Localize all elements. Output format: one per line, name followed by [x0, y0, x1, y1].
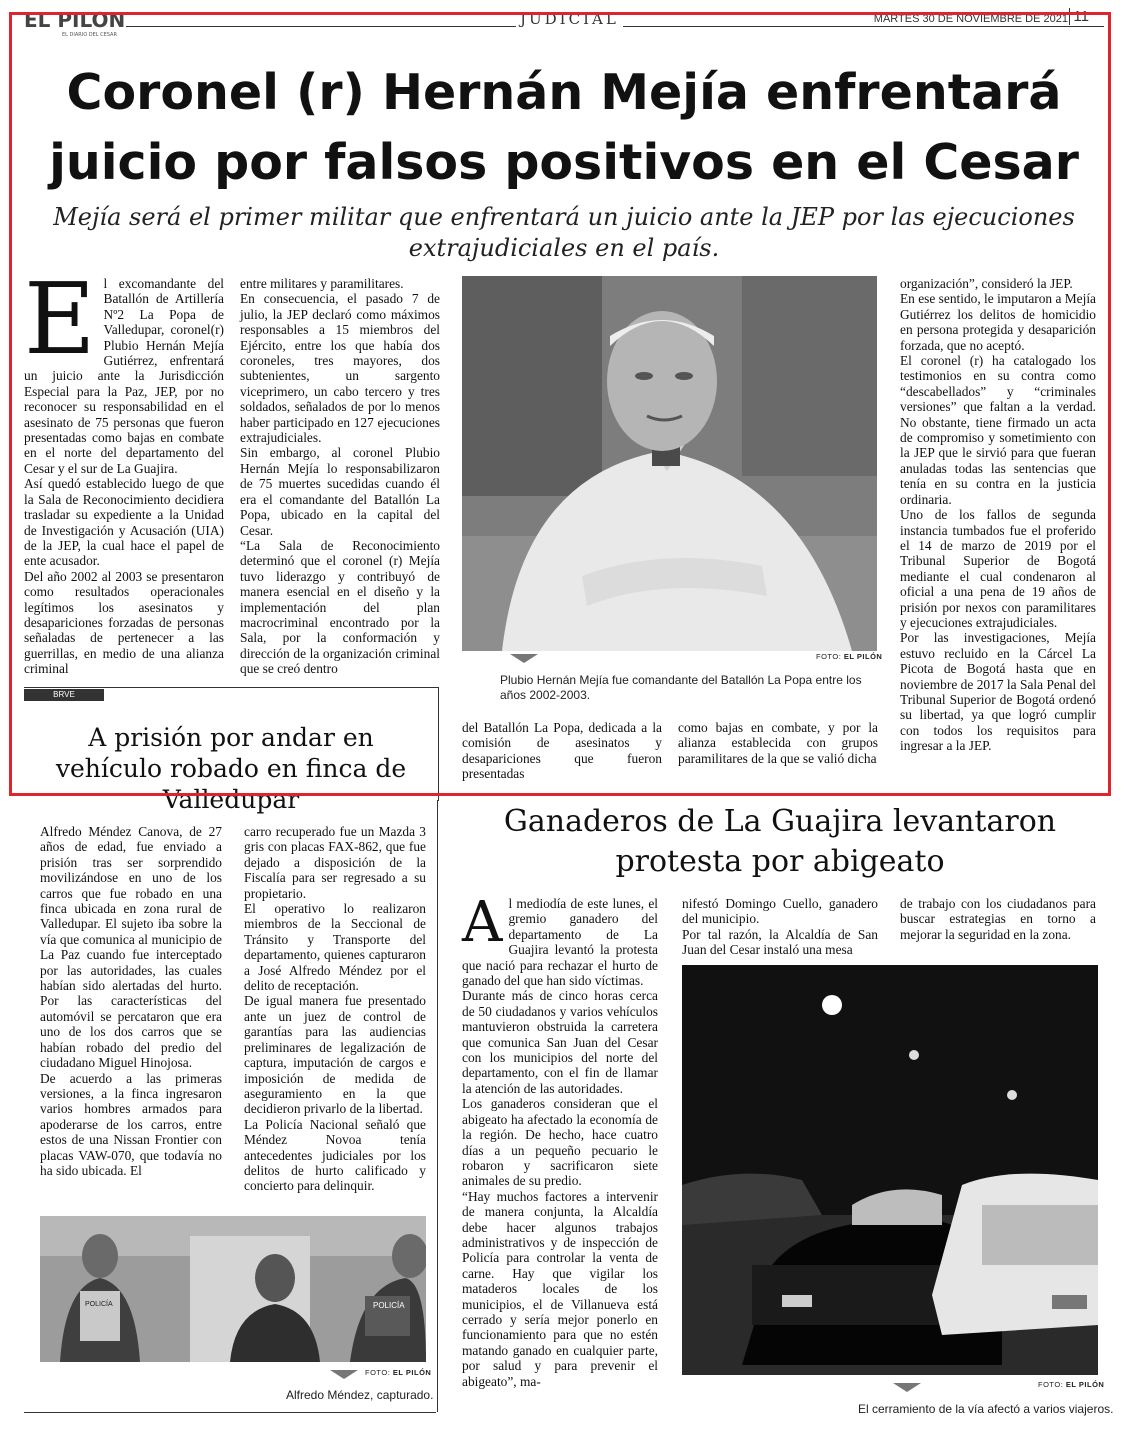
main-col5-p2: En ese sentido, le imputaron a Mejía Gutiérrez los delitos de homicidio en persona protegida y desaparición forzada, que no aceptó. [900, 291, 1096, 353]
breve-col2-p1: carro recuperado fue un Mazda 3 gris con placas FAX-862, que fue dejado a disposición de la Fiscalía para ser regresado a su propietario. [244, 824, 426, 901]
breve-headline-line3: Valledupar [162, 785, 300, 814]
main-subhead-line2: extrajudiciales en el país. [408, 234, 720, 262]
main-col2-p2: En consecuencia, el pasado 7 de julio, la JEP declaró como máximos responsables a 15 miembros del Ejército, entre los que había dos coroneles, tres mayores, dos subtenientes, un sargento viceprimero, un cabo tercero y tres soldados, señalados de por lo menos haber participado en 127 ejecuciones extrajudiciales. [240, 291, 440, 446]
dateline: MARTES 30 DE NOVIEMBRE DE 2021 [870, 13, 1068, 25]
breve-col1-p2: De acuerdo a las primeras versiones, a la finca ingresaron varios hombres armados para apoderarse de los carros, entre estos de una Nissan Frontier con placas VAW-070, que todavía no ha sido ubicada. El [40, 1070, 222, 1178]
masthead-logo: EL PILON [24, 8, 126, 32]
breve-col2-p4: La Policía Nacional señaló que Méndez Novoa tenía antecedentes judiciales por los delitos de hurto calificado y concierto para delinquir. [244, 1116, 426, 1194]
ganaderos-col-3 [900, 896, 1096, 942]
ganaderos-col1-p4: “Hay muchos factores a intervenir de manera conjunta, la Alcaldía debe hacer algunos trabajos administrativos y de inspección de Policía para controlar la venta de carne. Hay que vigilar los mataderos locales de los municipios, el de Villanueva está cerrado y sería mejor ponerlo en funcionamiento para que no estén matando ganado en cualquier parte, por salud y para prevenir el abigeato”, ma- [462, 1188, 658, 1389]
main-photo-caption: Plubio Hernán Mejía fue comandante del Batallón La Popa entre los años 2002-2003. [500, 673, 862, 702]
main-col5-p3: El coronel (r) ha catalogado los testimonios en su contra como “descabellados” y “criminales versiones” que faltan a la verdad. No obstante, tiene firmado un acta de compromiso y sometimiento con la JEP que le sirvió para que fueran anuladas todas las sentencias que tenía en su contra en la justicia ordinaria. [900, 353, 1096, 507]
breve-photo-text-right: POLICÍA [373, 1301, 405, 1310]
breve-col2-p2: El operativo lo realizaron miembros de la Seccional de Tránsito y Transporte del departamento, quienes capturaron a José Alfredo Méndez por el delito de receptación. [244, 901, 426, 994]
ganaderos-photo-caption: El cerramiento de la vía afectó a varios viajeros. [858, 1402, 1114, 1416]
breve-photo-text-left: POLICÍA [85, 1301, 113, 1308]
breve-caption-pointer-icon [330, 1370, 358, 1379]
ganaderos-col1-p3: Los ganaderos consideran que el abigeato ha afectado la economía de la región. De hecho, hace cuatro días a un pequeño pecuario le robaron y sacrificaron siete animales de su predio. [462, 1096, 658, 1189]
ganaderos-caption-pointer-icon [893, 1383, 921, 1392]
ganaderos-col2-p2: Por tal razón, la Alcaldía de San Juan del Cesar instaló una mesa [682, 926, 878, 958]
masthead-subtitle: EL DIARIO DEL CESAR [62, 32, 117, 38]
breve-credit-name: EL PILÓN [392, 1368, 432, 1377]
breve-col2-p3: De igual manera fue presentado ante un juez de control de garantías para las audiencias preliminares de legalización de captura, imputación de cargos e imposición de medida de aseguramiento en la que decidieron privarlo de la libertad. [244, 993, 426, 1117]
ganaderos-col-2 [682, 896, 878, 958]
section-label: JUDICIAL [516, 10, 623, 28]
main-col1-p3: Del año 2002 al 2003 se presentaron como resultados operacionales legítimos los asesinatos y desapariciones forzadas de personas señaladas de pertenecer a las guerrillas, en medio de una alianza criminal [24, 568, 224, 677]
ganaderos-headline-line1: Ganaderos de La Guajira levantaron [503, 804, 1057, 839]
breve-headline-line2: vehículo robado en finca de [55, 754, 407, 783]
ganaderos-col-1 [462, 890, 658, 1389]
main-col1-p2: Así quedó establecido luego de que la Sala de Reconocimiento decidiera trasladar su expediente a la Unidad de Investigación y Acusación (UIA) de la JEP, la cual hace el papel de ente acusador. [24, 476, 224, 569]
ganaderos-photo-credit [1038, 1380, 1104, 1389]
main-headline-line2: juicio por falsos positivos en el Cesar [49, 134, 1079, 191]
credit-name: EL PILÓN [843, 652, 883, 661]
breve-photo-credit [365, 1368, 431, 1377]
ganaderos-col1-p2: Durante más de cinco horas cerca de 50 ciudadanos y varios vehículos mantuvieron obstruida la carretera que comunica San Juan del Cesar con los municipios del norte del departamento, con el fin de llamar la atención de las autoridades. [462, 988, 658, 1096]
breve-col-2 [244, 824, 426, 1194]
main-col2-p1: entre militares y paramilitares. [240, 276, 404, 291]
main-col3-text: del Batallón La Popa, dedicada a la comisión de asesinatos y desapariciones que fueron presentadas [462, 720, 662, 782]
arrest-illustration [40, 1216, 426, 1362]
breve-right-rule [437, 800, 438, 1412]
breve-tag: BRVE [24, 689, 104, 701]
ganaderos-credit-label: FOTO: [1038, 1380, 1064, 1389]
breve-col-1 [40, 824, 222, 1178]
main-col1-p1: l excomandante del Batallón de Artillería Nº2 La Popa de Valledupar, coronel(r) Plubio Hernán Mejía Gutiérrez, enfrentará un juicio ante la Jurisdicción Especial para la Paz, JEP, por no reconocer su responsabilidad en el asesinato de 75 personas que fueron presentadas como bajas en combate en el norte del departamento del Cesar y el sur de La Guajira. [24, 276, 224, 476]
breve-headline-line1: A prisión por andar en [88, 723, 374, 752]
ganaderos-col2-p1: nifestó Domingo Cuello, ganadero del municipio. [682, 896, 878, 927]
ganaderos-dropcap: A [462, 890, 503, 955]
ganaderos-col1-p1: l mediodía de este lunes, el gremio ganadero del departamento de La Guajira levantó la protesta que nació para rechazar el hurto de ganado del que han sido víctimas. [462, 896, 658, 989]
breve-credit-label: FOTO: [365, 1368, 391, 1377]
ganaderos-photo [682, 965, 1098, 1375]
night-road-illustration [682, 965, 1098, 1375]
breve-bottom-rule [24, 1412, 436, 1413]
ganaderos-col3-p1: de trabajo con los ciudadanos para buscar estrategias en torno a mejorar la seguridad en la zona. [900, 896, 1096, 942]
main-col2-p3: Sin embargo, al coronel Plubio Hernán Mejía lo responsabilizaron de 75 muertes sucedidas cuando él era el comandante del Batallón La Popa, ubicado en la capital del Cesar. [240, 445, 440, 538]
highlight-box [9, 12, 1111, 796]
main-col2-p4: “La Sala de Reconocimiento determinó que el coronel (r) Mejía tuvo liderazgo y contribuyó de manera esencial en el diseño y la implementación del plan macrocriminal encontrado por la Sala, por la conformación y dirección de la organización criminal que se creó dentro [240, 537, 440, 677]
breve-photo-caption: Alfredo Méndez, capturado. [286, 1388, 434, 1402]
ganaderos-credit-name: EL PILÓN [1065, 1380, 1105, 1389]
main-headline-line1: Coronel (r) Hernán Mejía enfrentará [66, 64, 1062, 121]
main-col4-text: como bajas en combate, y por la alianza establecida con grupos paramilitares de la que se valió dicha [678, 720, 878, 766]
main-col5-p4: Uno de los fallos de segunda instancia tumbados fue el proferido el 14 de marzo de 2019 por el Tribunal Superior de Bogotá mediante el cual condenaron al oficial a una pena de 19 años de prisión por nexos con paramilitares y ejecuciones extrajudiciales. [900, 507, 1096, 630]
credit-label: FOTO: [816, 652, 842, 661]
main-col5-p1: organización”, consideró la JEP. [900, 276, 1073, 291]
main-subhead-line1: Mejía será el primer militar que enfrentará un juicio ante la JEP por las ejecuciones [53, 203, 1075, 231]
ganaderos-headline [462, 802, 1098, 882]
main-dropcap: E [24, 263, 96, 377]
breve-col1-p1: Alfredo Méndez Canova, de 27 años de edad, fue enviado a prisión tras ser sorprendido movilizándose en uno de los carros que fue robado en una finca ubicada en zona rural de Valledupar. El sujeto iba sobre la vía que comunica al municipio de La Paz cuando fue interceptado por las autoridades, las cuales habían sido alertadas del hurto. Por las características del automóvil se percataron que era uno de los dos carros que se habían robado del predio del ciudadano Miguel Hinojosa. [40, 824, 222, 1071]
main-col5-p5: Por las investigaciones, Mejía estuvo recluido en la Cárcel La Picota de Bogotá hasta que en noviembre de 2017 la Sala Penal del Tribunal Superior de Bogotá ordenó su libertad, ya que logró cumplir con todos los requisitos para ingresar a la JEP. [900, 630, 1096, 754]
page-number: 11 [1069, 8, 1092, 25]
breve-photo [40, 1216, 426, 1362]
ganaderos-headline-line2: protesta por abigeato [615, 844, 945, 879]
